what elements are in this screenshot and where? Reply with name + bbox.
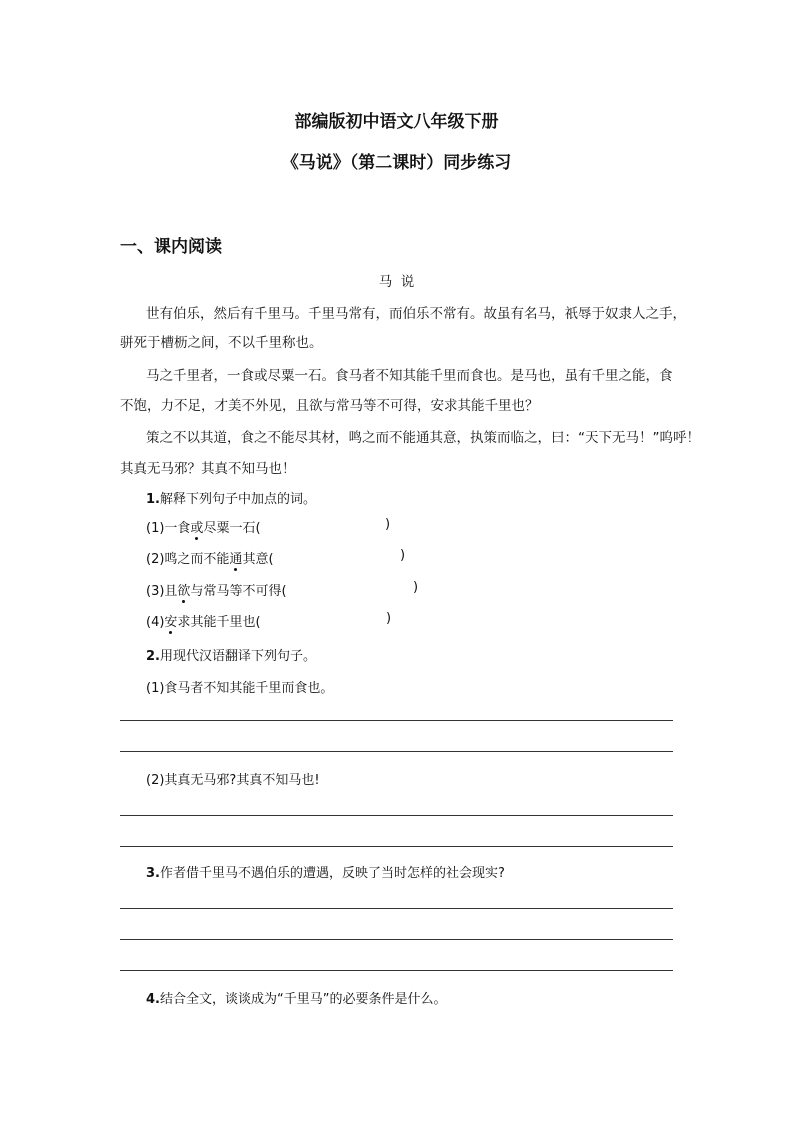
question-4 [146,988,446,1007]
answer-blank-close-2: ) [400,548,406,563]
dotted-word: 安 [164,615,178,630]
question-1 [146,488,316,507]
passage-title: 马 说 [378,274,415,290]
question-2 [146,645,316,664]
item-text-after: 求其能千里也( [177,615,261,630]
answer-line [120,720,673,721]
answer-blank-close-4: ) [386,611,392,626]
passage-paragraph-1-line-1: 世有伯乐，然后有千里马。千里马常有，而伯乐不常有。故虽有名马，祇辱于奴隶人之手， [146,306,686,322]
item-text-before: (4) [146,615,165,630]
answer-line [120,970,673,971]
passage-paragraph-3-line-1: 策之不以其道，食之不能尽其材，鸣之而不能通其意，执策而临之，曰：“天下无马！”呜呼！ [146,430,700,446]
question-4-number: 4. [146,992,160,1007]
document-subtitle: 《马说》（第二课时）同步练习 [281,153,512,173]
answer-line [120,815,673,816]
answer-line [120,939,673,940]
section-heading: 一、课内阅读 [120,237,222,257]
item-text-after: 尽粟一石( [203,521,261,536]
item-text-before: (2)鸣之而不能 [146,552,230,567]
passage-paragraph-1-line-2: 骈死于槽枥之间，不以千里称也。 [120,335,323,351]
question-3-text: 作者借千里马不遇伯乐的遭遇，反映了当时怎样的社会现实? [159,866,505,881]
question-1-item-1 [146,517,261,536]
item-text-before: (1)一食 [146,521,191,536]
question-1-item-3 [146,580,287,599]
item-text-after: 其意( [242,552,274,567]
document-title: 部编版初中语文八年级下册 [294,112,499,132]
item-text-before: (3)且 [146,584,178,599]
question-4-text: 结合全文，谈谈成为“千里马”的必要条件是什么。 [159,992,447,1007]
question-2-text: 用现代汉语翻译下列句子。 [159,649,316,664]
question-2-sub-1: (1)食马者不知其能千里而食也。 [146,681,334,696]
question-3-number: 3. [146,866,160,881]
dotted-word: 欲 [177,584,191,599]
dotted-word: 通 [229,552,243,567]
passage-paragraph-3-line-2: 其真无马邪？其真不知马也！ [120,461,296,477]
dotted-word: 或 [190,521,204,536]
item-text-after: 与常马等不可得( [190,584,287,599]
question-1-number: 1. [146,492,160,507]
passage-paragraph-2-line-2: 不饱，力不足，才美不外见，且欲与常马等不可得，安求其能千里也？ [120,398,539,414]
question-1-item-2 [146,548,274,567]
answer-blank-close-3: ) [413,580,419,595]
answer-blank-close-1: ) [385,517,391,532]
answer-line [120,846,673,847]
passage-paragraph-2-line-1: 马之千里者，一食或尽粟一石。食马者不知其能千里而食也。是马也，虽有千里之能，食 [146,368,673,384]
question-1-text: 解释下列句子中加点的词。 [159,492,316,507]
question-1-item-4 [146,611,261,630]
answer-line [120,908,673,909]
question-2-number: 2. [146,649,160,664]
question-2-sub-2: (2)其真无马邪?其真不知马也! [146,773,320,788]
answer-line [120,751,673,752]
question-3 [146,862,505,881]
